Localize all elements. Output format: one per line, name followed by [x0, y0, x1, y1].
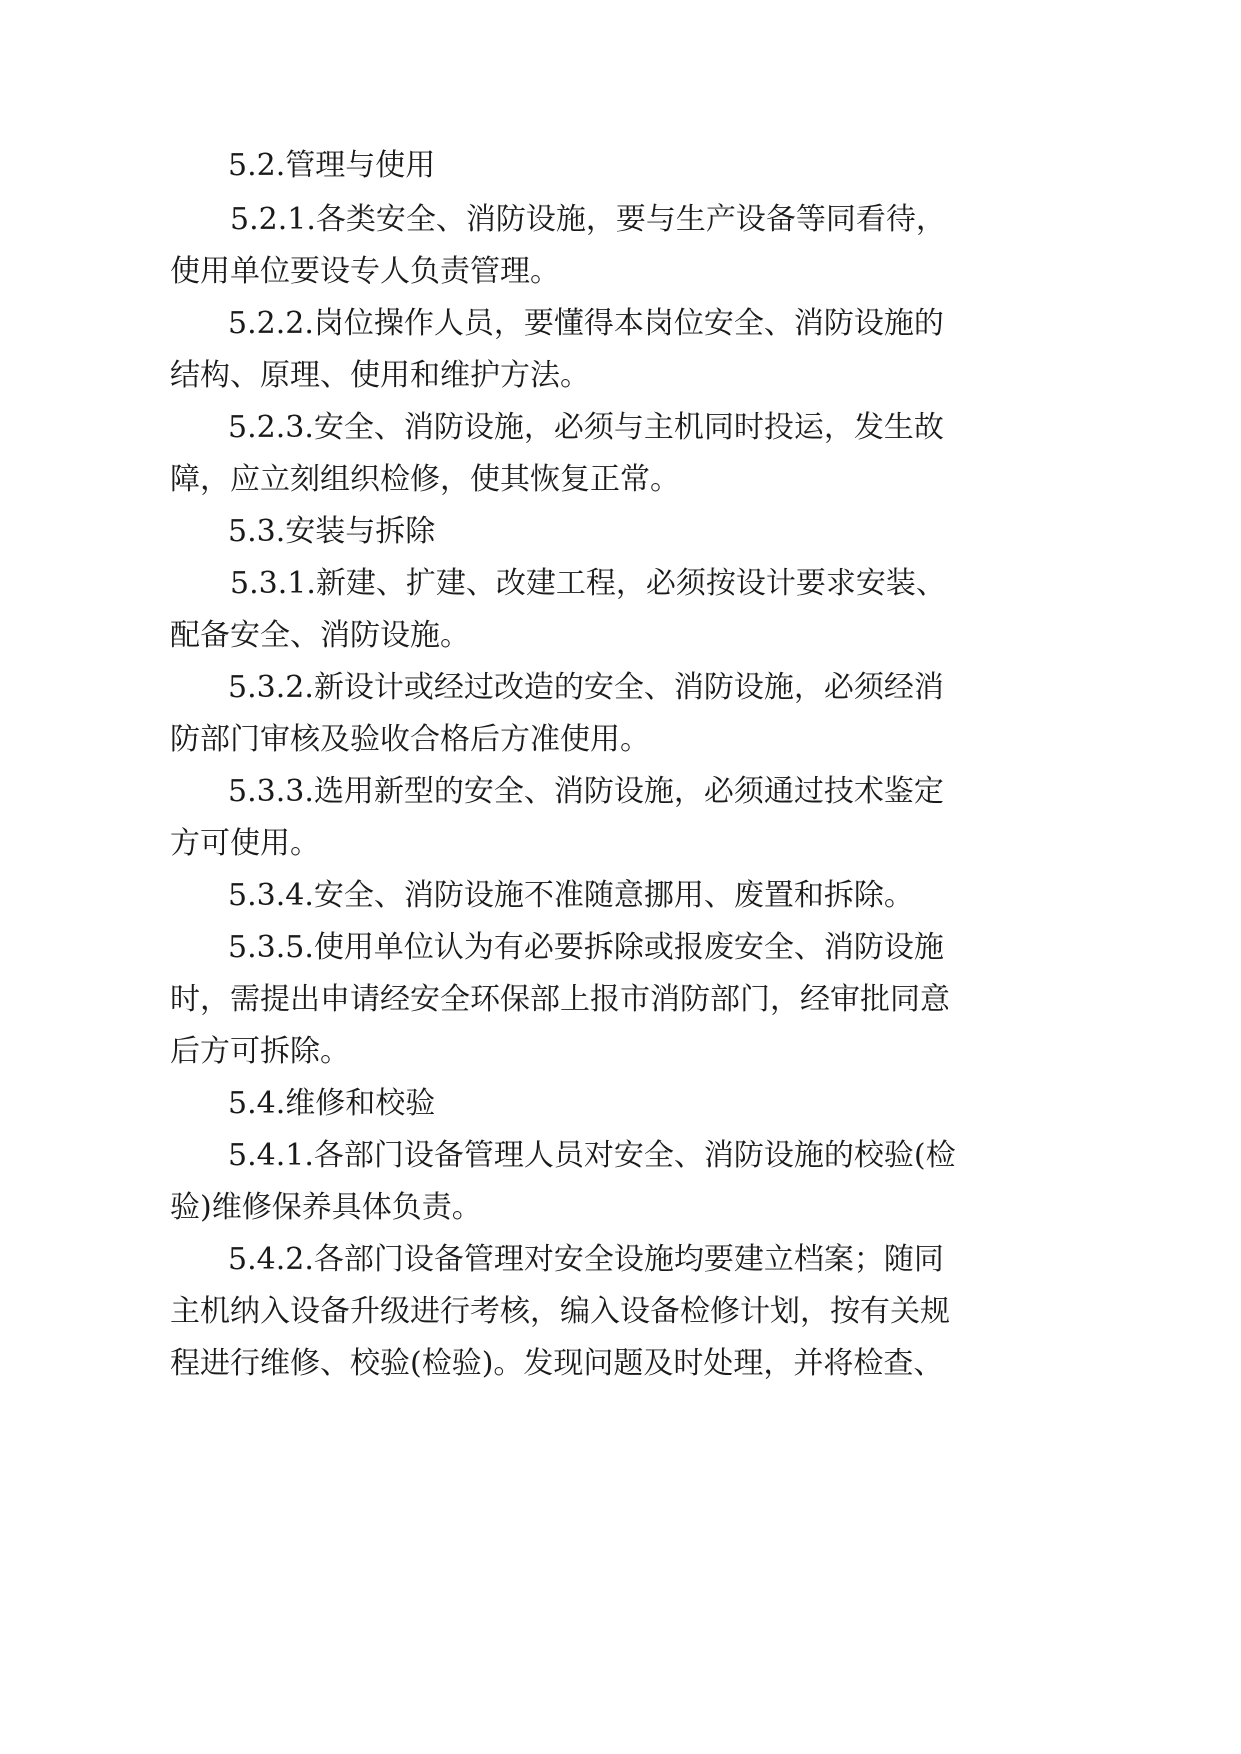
paragraph-line [170, 356, 590, 396]
text-line: 主机纳入设备升级进行考核，编入设备检修计划，按有关规 [170, 1294, 950, 1329]
text-line: 5.3.4.安全、消防设施不准随意挪用、废置和拆除。 [228, 878, 914, 913]
paragraph-line [170, 720, 650, 760]
paragraph-line [230, 200, 968, 240]
text-line: 障，应立刻组织检修，使其恢复正常。 [170, 462, 680, 497]
text-line: 时，需提出申请经安全环保部上报市消防部门，经审批同意 [170, 982, 950, 1017]
paragraph-line [228, 304, 944, 344]
paragraph-line [170, 252, 560, 292]
paragraph-line [228, 772, 944, 812]
paragraph-line [228, 408, 944, 448]
text-line: 5.2.1.各类安全、消防设施，要与生产设备等同看待， [230, 202, 946, 237]
text-line: 使用单位要设专人负责管理。 [170, 254, 560, 289]
text-line: 方可使用。 [170, 826, 320, 861]
text-line: 5.2.3.安全、消防设施，必须与主机同时投运，发生故 [228, 410, 944, 445]
paragraph-line [228, 1136, 956, 1176]
text-line: 程进行维修、校验(检验)。发现问题及时处理，并将检查、 [170, 1346, 944, 1381]
text-line: 5.4.1.各部门设备管理人员对安全、消防设施的校验(检 [228, 1138, 956, 1173]
text-line: 5.3.3.选用新型的安全、消防设施，必须通过技术鉴定 [228, 774, 944, 809]
text-line: 配备安全、消防设施。 [170, 618, 470, 653]
text-line: 5.3.5.使用单位认为有必要拆除或报废安全、消防设施 [228, 930, 944, 965]
text-line: 后方可拆除。 [170, 1034, 350, 1069]
text-line: 防部门审核及验收合格后方准使用。 [170, 722, 650, 757]
text-line: 5.3.安装与拆除 [228, 514, 436, 549]
paragraph-line [170, 460, 680, 500]
section-heading [228, 1084, 435, 1124]
paragraph-line [228, 1240, 944, 1280]
section-heading [228, 146, 435, 186]
paragraph-line [228, 928, 944, 968]
paragraph-line [170, 980, 950, 1020]
paragraph-line [230, 564, 946, 604]
text-line: 结构、原理、使用和维护方法。 [170, 358, 590, 393]
paragraph-line [170, 824, 320, 864]
text-line: 5.4.2.各部门设备管理对安全设施均要建立档案；随同 [228, 1242, 944, 1277]
text-line: 5.2.管理与使用 [228, 148, 436, 183]
paragraph-line [228, 668, 944, 708]
paragraph-line [170, 1032, 350, 1072]
paragraph-line [170, 1188, 482, 1228]
section-heading [228, 512, 435, 552]
paragraph-line [228, 876, 914, 916]
paragraph-line [170, 1344, 943, 1384]
text-line: 验)维修保养具体负责。 [170, 1190, 482, 1225]
text-line: 5.2.2.岗位操作人员，要懂得本岗位安全、消防设施的 [228, 306, 944, 341]
paragraph-line [170, 1292, 950, 1332]
paragraph-line [170, 616, 470, 656]
text-line: 5.4.维修和校验 [228, 1086, 436, 1121]
text-line: 5.3.2.新设计或经过改造的安全、消防设施，必须经消 [228, 670, 944, 705]
text-line: 5.3.1.新建、扩建、改建工程，必须按设计要求安装、 [230, 566, 946, 601]
